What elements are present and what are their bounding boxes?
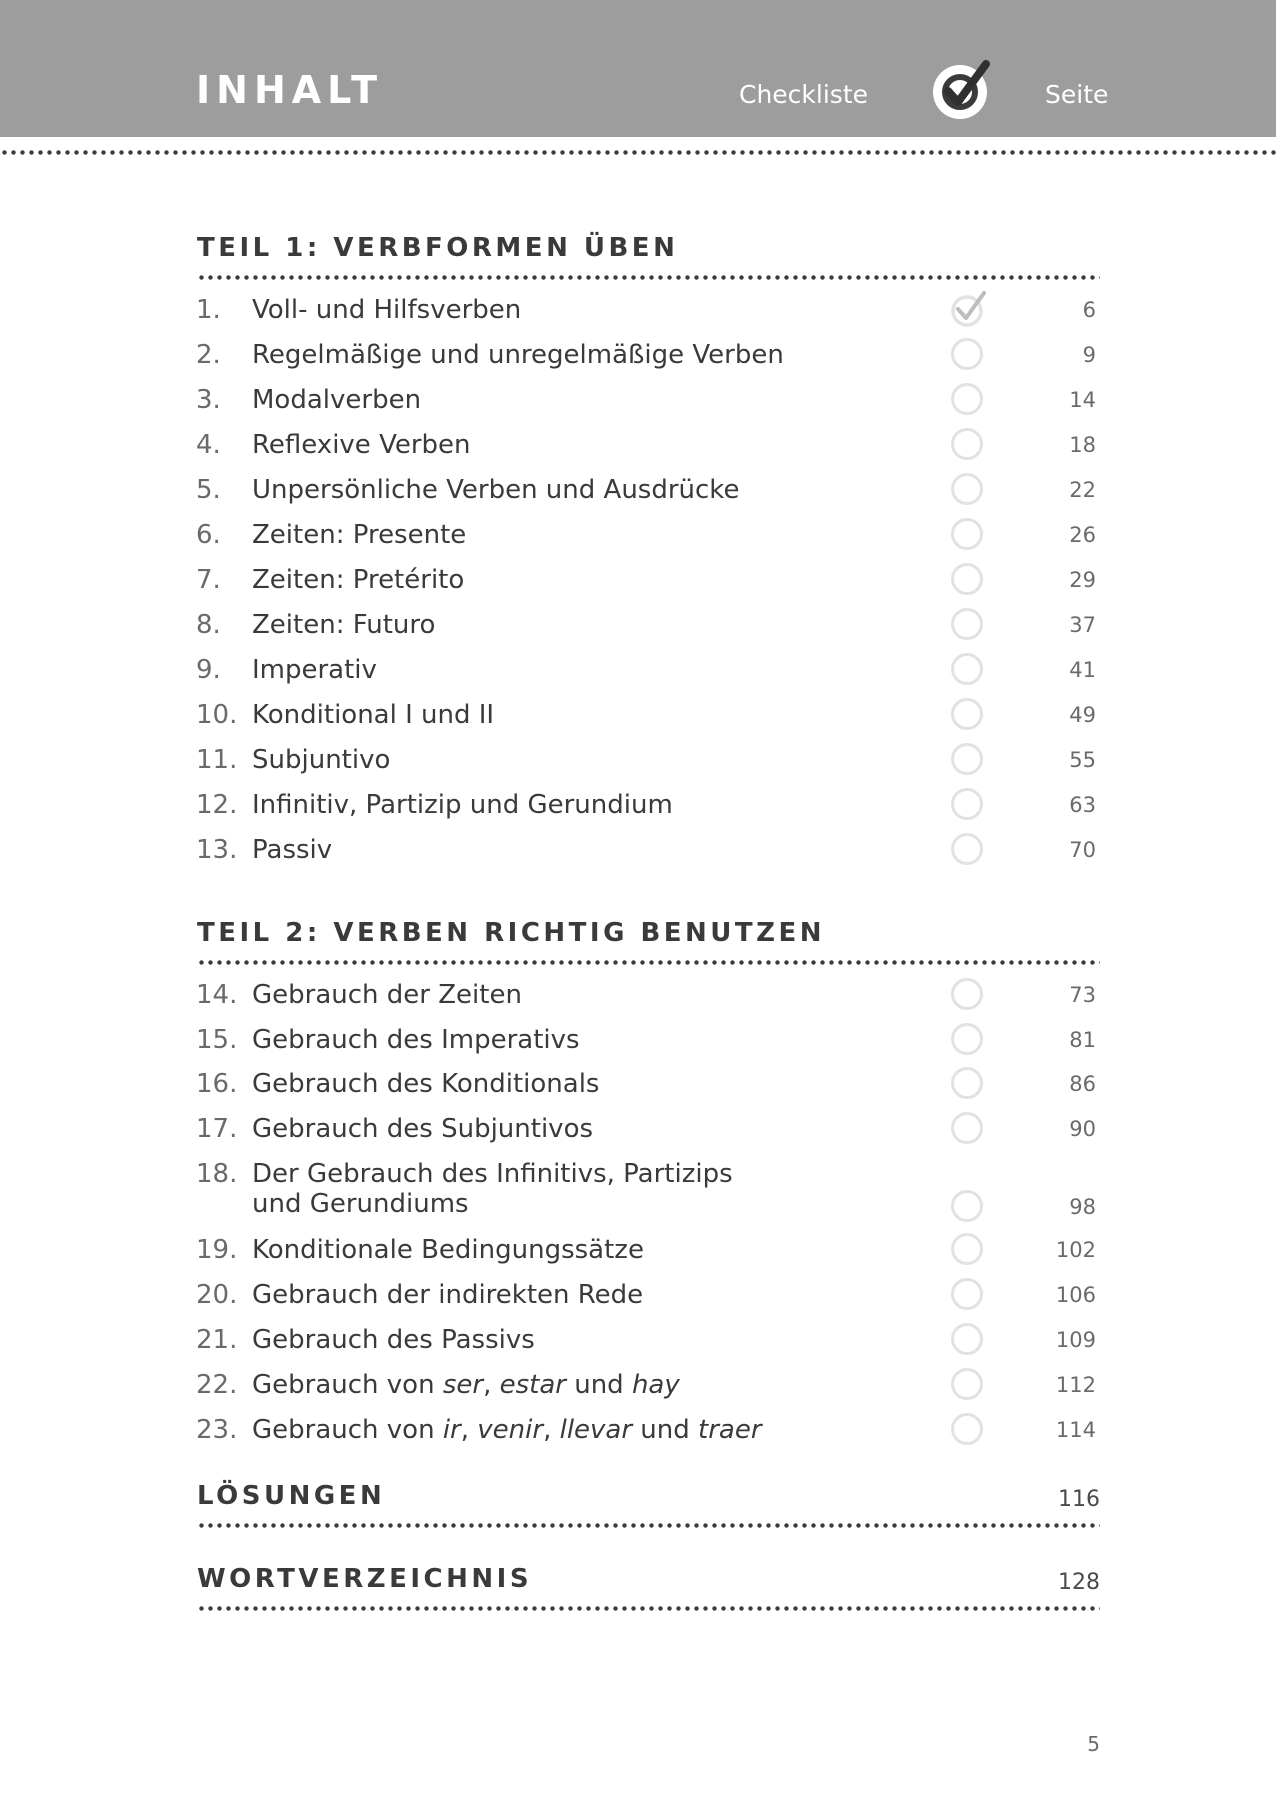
toc-entry[interactable]	[0, 520, 1276, 560]
checkmark-icon[interactable]	[948, 289, 988, 329]
checkbox-circle-icon[interactable]	[951, 1278, 983, 1310]
toc-entry-page: 102	[1055, 1238, 1096, 1262]
toc-entry-page: 22	[1069, 478, 1096, 502]
toc-entry[interactable]	[0, 565, 1276, 605]
toc-entry-page: 14	[1069, 388, 1096, 412]
toc-entry-number: 6.	[196, 520, 221, 550]
toc-entry[interactable]	[0, 430, 1276, 470]
footer-page-number: 5	[1087, 1732, 1100, 1756]
checklist-column-label: Checkliste	[739, 80, 869, 109]
toc-entry[interactable]	[0, 655, 1276, 695]
checkbox-circle-icon[interactable]	[951, 1323, 983, 1355]
checkbox-circle-icon[interactable]	[951, 1112, 983, 1144]
toc-entry-label: Konditional I und II	[252, 700, 495, 730]
toc-entry-label	[252, 1415, 812, 1445]
toc-entry-page: 112	[1055, 1373, 1096, 1397]
toc-entry-page: 73	[1069, 983, 1096, 1007]
toc-entry-number: 2.	[196, 340, 221, 370]
wortverzeichnis-page: 128	[1058, 1570, 1100, 1595]
checkbox-circle-icon[interactable]	[951, 1067, 983, 1099]
toc-entry-number: 8.	[196, 610, 221, 640]
toc-entry-number: 3.	[196, 385, 221, 415]
spanish-term: estar	[499, 1370, 566, 1400]
toc-entry-label-line: Der Gebrauch des Infinitivs, Partizips	[252, 1159, 733, 1189]
spanish-term: ir	[442, 1415, 461, 1445]
loesungen-divider	[197, 1523, 1100, 1528]
toc-entry-page: 18	[1069, 433, 1096, 457]
toc-entry-page: 9	[1082, 343, 1096, 367]
checkbox-circle-icon[interactable]	[951, 1190, 983, 1222]
toc-entry-label: Zeiten: Presente	[252, 520, 467, 550]
toc-entry-label-part: Gebrauch von	[252, 1370, 443, 1400]
toc-entry-label: Konditionale Bedingungssätze	[252, 1235, 644, 1265]
toc-entry-label-part: ,	[460, 1415, 478, 1445]
toc-entry-label-part: und	[565, 1370, 632, 1400]
toc-entry[interactable]	[0, 745, 1276, 785]
toc-entry-page: 86	[1069, 1072, 1096, 1096]
toc-entry-number: 1.	[196, 295, 221, 325]
spanish-term: llevar	[559, 1415, 633, 1445]
toc-entry-page: 70	[1069, 838, 1096, 862]
checkbox-circle-icon[interactable]	[951, 563, 983, 595]
checkbox-circle-icon[interactable]	[951, 1368, 983, 1400]
toc-entry-label-part: Gebrauch von	[252, 1415, 443, 1445]
page-header	[0, 0, 1276, 137]
toc-entry-page: 49	[1069, 703, 1096, 727]
toc-entry-page: 55	[1069, 748, 1096, 772]
toc-entry-number: 4.	[196, 430, 221, 460]
toc-entry-label: Zeiten: Pretérito	[252, 565, 465, 595]
checkbox-circle-icon[interactable]	[951, 833, 983, 865]
toc-entry-number: 12.	[196, 790, 238, 820]
toc-entry-page: 41	[1069, 658, 1096, 682]
toc-entry-number: 9.	[196, 655, 221, 685]
toc-entry-page: 81	[1069, 1028, 1096, 1052]
toc-entry[interactable]	[0, 1280, 1276, 1320]
checkbox-circle-icon[interactable]	[951, 383, 983, 415]
toc-entry[interactable]	[0, 340, 1276, 380]
toc-entry-label: Gebrauch der indirekten Rede	[252, 1280, 644, 1310]
toc-entry-number: 5.	[196, 475, 221, 505]
toc-entry-number: 16.	[196, 1069, 238, 1099]
toc-entry-label-part: ,	[483, 1370, 500, 1400]
toc-entry-page: 98	[1069, 1195, 1096, 1219]
checkbox-circle-icon[interactable]	[951, 978, 983, 1010]
toc-entry-label: Regelmäßige und unregelmäßige Verben	[252, 340, 784, 370]
toc-entry-page: 109	[1055, 1328, 1096, 1352]
checkbox-circle-icon[interactable]	[951, 653, 983, 685]
toc-entry-number: 10.	[196, 700, 238, 730]
toc-entry-label: Gebrauch des Passivs	[252, 1325, 535, 1355]
toc-entry-label: Infinitiv, Partizip und Gerundium	[252, 790, 673, 820]
toc-entry-page: 63	[1069, 793, 1096, 817]
part1-divider	[197, 275, 1100, 280]
spanish-term: traer	[698, 1415, 762, 1445]
toc-entry-page: 114	[1055, 1418, 1096, 1442]
toc-entry-number: 13.	[196, 835, 238, 865]
toc-entry-label: Reflexive Verben	[252, 430, 471, 460]
checkbox-circle-icon[interactable]	[951, 473, 983, 505]
toc-entry-number: 23.	[196, 1415, 238, 1445]
toc-entry[interactable]	[0, 1069, 1276, 1109]
part2-divider	[197, 960, 1100, 965]
toc-entry-label: Zeiten: Futuro	[252, 610, 436, 640]
toc-entry-page: 29	[1069, 568, 1096, 592]
toc-entry-number: 7.	[196, 565, 221, 595]
toc-entry[interactable]	[0, 1370, 1276, 1410]
checkbox-circle-icon[interactable]	[951, 788, 983, 820]
toc-entry-label: Gebrauch des Imperativs	[252, 1025, 580, 1055]
part1-title: TEIL 1: VERBFORMEN ÜBEN	[197, 233, 679, 263]
checkbox-circle-icon[interactable]	[951, 1023, 983, 1055]
toc-entry-number: 22.	[196, 1370, 238, 1400]
toc-entry-label: Voll- und Hilfsverben	[252, 295, 522, 325]
spanish-term: hay	[631, 1370, 680, 1400]
toc-entry-label: Subjuntivo	[252, 745, 391, 775]
toc-entry[interactable]	[0, 980, 1276, 1020]
toc-entry-number: 19.	[196, 1235, 238, 1265]
toc-entry[interactable]	[0, 475, 1276, 515]
checkbox-circle-icon[interactable]	[951, 428, 983, 460]
toc-entry[interactable]	[0, 1325, 1276, 1365]
toc-entry-number: 17.	[196, 1114, 238, 1144]
checkbox-circle-icon[interactable]	[951, 338, 983, 370]
toc-entry-label: Gebrauch des Subjuntivos	[252, 1114, 594, 1144]
wortverzeichnis-divider	[197, 1606, 1100, 1611]
toc-entry-label: Imperativ	[252, 655, 377, 685]
toc-entry-number: 14.	[196, 980, 238, 1010]
checkbox-circle-icon[interactable]	[951, 518, 983, 550]
checkbox-circle-icon[interactable]	[951, 608, 983, 640]
toc-entry-number: 11.	[196, 745, 238, 775]
toc-entry-page: 26	[1069, 523, 1096, 547]
toc-entry[interactable]	[0, 835, 1276, 875]
toc-entry-number: 20.	[196, 1280, 238, 1310]
loesungen-page: 116	[1058, 1487, 1100, 1512]
toc-entry[interactable]	[0, 1235, 1276, 1275]
toc-entry-label: Gebrauch des Konditionals	[252, 1069, 600, 1099]
checkbox-circle-icon[interactable]	[951, 698, 983, 730]
toc-entry-page: 90	[1069, 1117, 1096, 1141]
toc-entry-label-part: und	[632, 1415, 699, 1445]
toc-entry-page: 37	[1069, 613, 1096, 637]
toc-entry-label	[252, 1159, 812, 1219]
toc-entry[interactable]	[0, 295, 1276, 335]
spanish-term: venir	[477, 1415, 544, 1445]
toc-entry-label: Unpersönliche Verben und Ausdrücke	[252, 475, 740, 505]
toc-entry-label: Gebrauch der Zeiten	[252, 980, 522, 1010]
toc-entry[interactable]	[0, 1114, 1276, 1154]
loesungen-title[interactable]: LÖSUNGEN	[197, 1481, 386, 1511]
toc-entry-number: 21.	[196, 1325, 238, 1355]
toc-entry[interactable]	[0, 1159, 1276, 1219]
toc-entry[interactable]	[0, 700, 1276, 740]
checkbox-circle-icon[interactable]	[951, 1233, 983, 1265]
toc-entry-number: 18.	[196, 1159, 238, 1189]
toc-entry[interactable]	[0, 385, 1276, 425]
toc-entry-label: Modalverben	[252, 385, 422, 415]
toc-entry-page: 6	[1082, 298, 1096, 322]
check-circle-icon	[930, 58, 994, 122]
wortverzeichnis-title[interactable]: WORTVERZEICHNIS	[197, 1564, 533, 1594]
page-column-label: Seite	[1045, 80, 1109, 109]
toc-entry-label-part: ,	[543, 1415, 560, 1445]
toc-entry[interactable]	[0, 1025, 1276, 1065]
page-title: INHALT	[196, 68, 383, 112]
part2-title: TEIL 2: VERBEN RICHTIG BENUTZEN	[197, 918, 826, 948]
toc-entry-label-line: und Gerundiums	[252, 1189, 469, 1219]
checkbox-circle-icon[interactable]	[951, 743, 983, 775]
toc-entry[interactable]	[0, 1415, 1276, 1455]
toc-entry-label	[252, 1370, 812, 1400]
toc-entry-page: 106	[1055, 1283, 1096, 1307]
toc-entry-number: 15.	[196, 1025, 238, 1055]
header-divider	[0, 150, 1276, 155]
toc-entry[interactable]	[0, 610, 1276, 650]
toc-entry-label: Passiv	[252, 835, 333, 865]
checkbox-circle-icon[interactable]	[951, 1413, 983, 1445]
toc-entry[interactable]	[0, 790, 1276, 830]
spanish-term: ser	[442, 1370, 484, 1400]
